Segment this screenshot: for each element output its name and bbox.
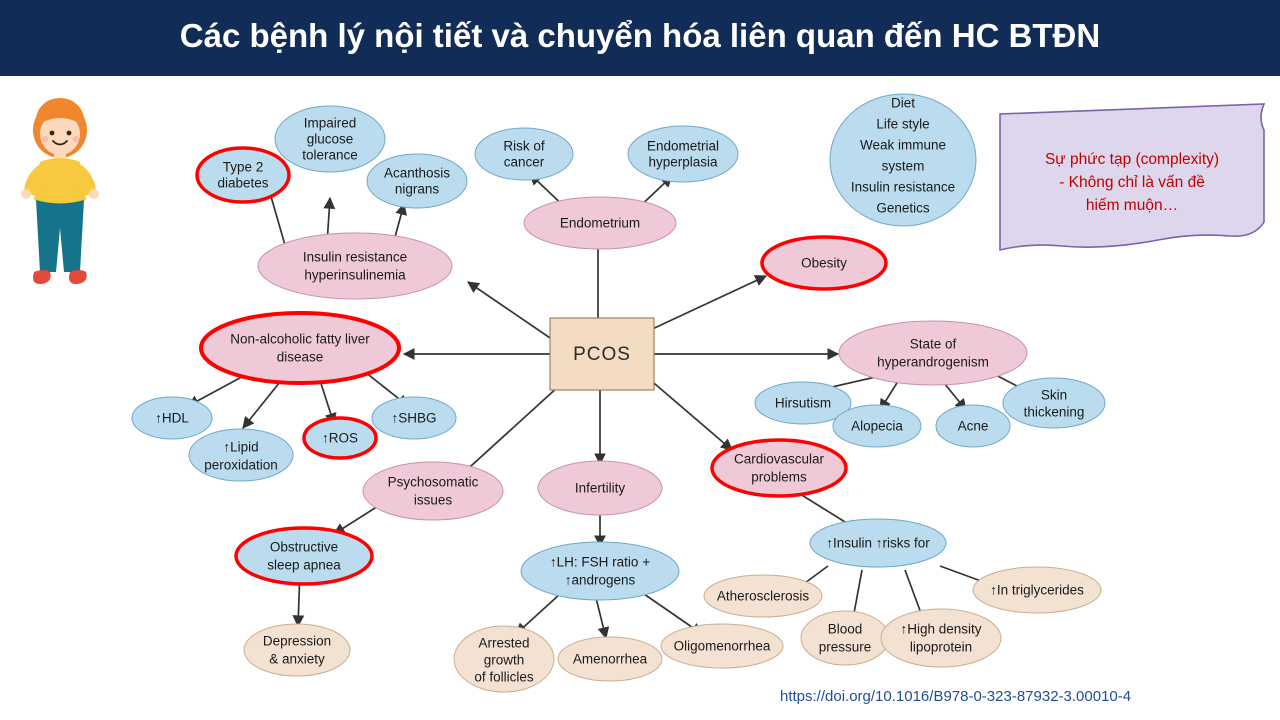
- svg-text:thickening: thickening: [1023, 404, 1085, 420]
- svg-text:lipoprotein: lipoprotein: [909, 639, 973, 655]
- svg-text:Endometrium: Endometrium: [559, 215, 641, 231]
- svg-text:Insulin resistance: Insulin resistance: [850, 179, 956, 195]
- svg-text:Amenorrhea: Amenorrhea: [572, 651, 648, 667]
- doi-link[interactable]: https://doi.org/10.1016/B978-0-323-87932-3.00010-4: [780, 688, 1132, 705]
- svg-text:Genetics: Genetics: [876, 200, 930, 216]
- svg-text:Insulin resistance: Insulin resistance: [302, 249, 408, 265]
- svg-text:Hirsutism: Hirsutism: [774, 395, 832, 411]
- svg-text:↑Lipid: ↑Lipid: [223, 439, 259, 455]
- svg-text:Skin: Skin: [1040, 387, 1068, 403]
- svg-text:State of: State of: [909, 336, 957, 352]
- svg-text:Cardiovascular: Cardiovascular: [733, 451, 825, 467]
- svg-text:system: system: [881, 158, 925, 174]
- svg-text:↑HDL: ↑HDL: [155, 410, 189, 426]
- svg-text:diabetes: diabetes: [217, 175, 269, 191]
- svg-text:Risk of: Risk of: [503, 138, 545, 154]
- svg-text:Weak immune: Weak immune: [859, 137, 947, 153]
- page-title: Các bệnh lý nội tiết và chuyển hóa liên quan đến HC BTĐN: [179, 17, 1101, 54]
- svg-text:Endometrial: Endometrial: [646, 138, 720, 154]
- svg-text:↑ROS: ↑ROS: [321, 430, 359, 446]
- svg-text:Atherosclerosis: Atherosclerosis: [716, 588, 810, 604]
- svg-text:Arrested: Arrested: [478, 635, 530, 651]
- callout-line-3: hiếm muộn…: [1085, 197, 1179, 214]
- svg-text:Obstructive: Obstructive: [269, 539, 339, 555]
- svg-text:↑High density: ↑High density: [900, 621, 982, 637]
- svg-text:problems: problems: [751, 469, 807, 485]
- pcos-diagram: [0, 76, 1280, 720]
- svg-text:Life style: Life style: [876, 116, 930, 132]
- svg-text:Infertility: Infertility: [574, 480, 626, 496]
- svg-text:Diet: Diet: [890, 95, 916, 111]
- svg-text:Acanthosis: Acanthosis: [383, 165, 451, 181]
- svg-text:& anxiety: & anxiety: [269, 651, 325, 667]
- svg-text:peroxidation: peroxidation: [204, 457, 278, 473]
- svg-text:Psychosomatic: Psychosomatic: [387, 474, 479, 490]
- svg-text:hyperplasia: hyperplasia: [648, 154, 718, 170]
- svg-text:Blood: Blood: [827, 621, 863, 637]
- svg-text:Obesity: Obesity: [801, 255, 847, 271]
- svg-text:↑Insulin ↑risks for: ↑Insulin ↑risks for: [826, 535, 930, 551]
- svg-text:nigrans: nigrans: [394, 181, 440, 197]
- svg-text:pressure: pressure: [818, 639, 872, 655]
- svg-text:↑androgens: ↑androgens: [564, 572, 636, 588]
- svg-text:hyperinsulinemia: hyperinsulinemia: [304, 267, 406, 283]
- svg-text:Alopecia: Alopecia: [851, 418, 903, 434]
- svg-text:hyperandrogenism: hyperandrogenism: [877, 354, 989, 370]
- svg-text:disease: disease: [276, 349, 324, 365]
- svg-text:sleep apnea: sleep apnea: [267, 557, 341, 573]
- svg-text:tolerance: tolerance: [302, 147, 358, 163]
- svg-text:PCOS: PCOS: [573, 344, 631, 366]
- svg-text:issues: issues: [413, 492, 453, 508]
- callout-line-1: Sự phức tạp (complexity): [1044, 151, 1220, 168]
- svg-text:↑In triglycerides: ↑In triglycerides: [990, 582, 1084, 598]
- svg-text:Type 2: Type 2: [222, 159, 264, 175]
- callout-line-2: - Không chỉ là vấn đề: [1059, 174, 1205, 191]
- complexity-callout: [0, 76, 1280, 720]
- svg-text:of follicles: of follicles: [474, 669, 534, 685]
- svg-text:growth: growth: [483, 652, 525, 668]
- svg-text:cancer: cancer: [503, 154, 545, 170]
- svg-text:Acne: Acne: [957, 418, 989, 434]
- svg-text:glucose: glucose: [306, 131, 354, 147]
- svg-text:Oligomenorrhea: Oligomenorrhea: [673, 638, 771, 654]
- svg-text:Depression: Depression: [262, 633, 332, 649]
- svg-text:↑SHBG: ↑SHBG: [391, 410, 437, 426]
- svg-text:↑LH: FSH ratio +: ↑LH: FSH ratio +: [549, 554, 651, 570]
- svg-text:Impaired: Impaired: [303, 115, 357, 131]
- svg-text:Non-alcoholic fatty liver: Non-alcoholic fatty liver: [230, 331, 370, 347]
